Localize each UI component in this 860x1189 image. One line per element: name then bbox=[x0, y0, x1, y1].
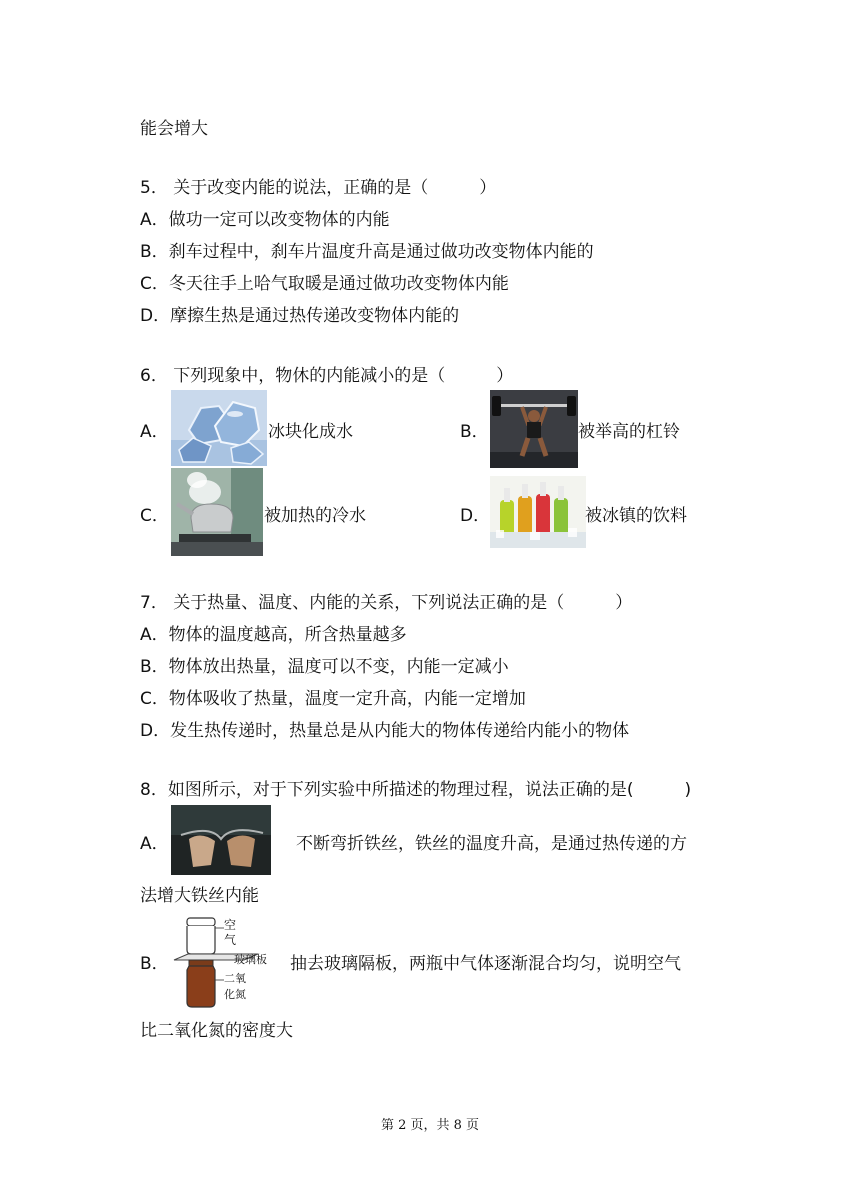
no2-label-1: 二氧 bbox=[224, 972, 246, 985]
q6-option-a-letter: A． bbox=[140, 422, 169, 442]
q6-option-d-letter: D． bbox=[460, 506, 491, 526]
q7-option-c: C．物体吸收了热量，温度一定升高，内能一定增加 bbox=[140, 689, 526, 709]
air-label-1: 空 bbox=[224, 918, 237, 932]
q8-option-b-text-line2: 比二氧化氮的密度大 bbox=[140, 1021, 293, 1041]
q6-option-a-text: 冰块化成水 bbox=[268, 422, 353, 442]
q6-option-b-letter: B． bbox=[460, 422, 489, 442]
q5-option-a: A．做功一定可以改变物体的内能 bbox=[140, 210, 390, 230]
iced-drinks-image bbox=[490, 476, 586, 548]
continuation-text: 能会增大 bbox=[140, 119, 208, 139]
q6-stem: 6． 下列现象中，物休的内能减小的是（ ） bbox=[140, 366, 514, 386]
boiling-kettle-image bbox=[171, 468, 263, 556]
q7-option-a: A．物体的温度越高，所含热量越多 bbox=[140, 625, 407, 645]
bending-wire-image bbox=[171, 805, 271, 875]
q5-option-d: D．摩擦生热是通过热传递改变物体内能的 bbox=[140, 306, 460, 326]
barbell-lifter-image bbox=[490, 390, 578, 468]
ice-cubes-image bbox=[171, 390, 267, 466]
q7-option-d: D．发生热传递时，热量总是从内能大的物体传递给内能小的物体 bbox=[140, 721, 630, 741]
q8-option-b-text-line1: 抽去玻璃隔板，两瓶中气体逐渐混合均匀，说明空气 bbox=[290, 954, 681, 974]
air-label-2: 气 bbox=[224, 933, 237, 947]
q8-option-a-text-line1: 不断弯折铁丝，铁丝的温度升高，是通过热传递的方 bbox=[296, 834, 687, 854]
q6-option-b-text: 被举高的杠铃 bbox=[578, 422, 680, 442]
q5-stem: 5． 关于改变内能的说法，正确的是（ ） bbox=[140, 178, 497, 198]
q5-option-c: C．冬天往手上哈气取暖是通过做功改变物体内能 bbox=[140, 274, 509, 294]
q6-option-c-text: 被加热的冷水 bbox=[264, 506, 366, 526]
q8-option-a-text-line2: 法增大铁丝内能 bbox=[140, 886, 259, 906]
q6-option-c-letter: C． bbox=[140, 506, 169, 526]
no2-label-2: 化氮 bbox=[224, 988, 246, 1001]
q5-option-b: B．刹车过程中，刹车片温度升高是通过做功改变物体内能的 bbox=[140, 242, 594, 262]
q8-option-a-letter: A． bbox=[140, 834, 169, 854]
q7-option-b: B．物体放出热量，温度可以不变，内能一定减小 bbox=[140, 657, 509, 677]
q8-stem: 8．如图所示，对于下列实验中所描述的物理过程，说法正确的是( ) bbox=[140, 780, 692, 800]
q6-option-d-text: 被冰镇的饮料 bbox=[585, 506, 687, 526]
page-footer: 第 2 页，共 8 页 bbox=[380, 1118, 480, 1133]
glass-plate-label: 玻璃板 bbox=[234, 953, 267, 966]
gas-diffusion-figure bbox=[172, 914, 282, 1010]
q7-stem: 7． 关于热量、温度、内能的关系，下列说法正确的是（ ） bbox=[140, 593, 633, 613]
q8-option-b-letter: B． bbox=[140, 954, 169, 974]
